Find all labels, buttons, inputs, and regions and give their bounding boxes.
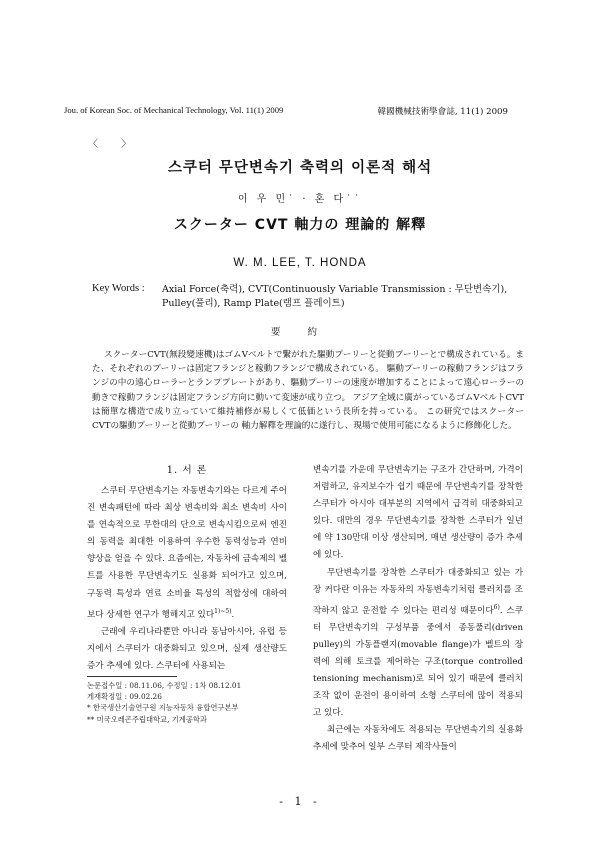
paper-title-korean: 스쿠터 무단변속기 축력의 이론적 해석 [167,160,433,176]
intro-paragraph-4b: . 스쿠터 무단변속기의 구성부품 중에서 종동풀리(driven pulley)의 가동플랜지(movable flange)가 벨트의 장력에 의해 토크를 제어하는 구조(torque controlled tensioning mechanism)로 되어 있기 때문에 클러치 조작 없이 운전이 용이하여 소형 스쿠터에 많이 적용되고 있다. [313,605,523,719]
intro-paragraph-5: 최근에는 자동차에도 적용되는 무단변속기의 실용화 추세에 맞추어 일부 스쿠터 제작사들이 [313,725,523,753]
citation-ref: 6) [493,603,500,611]
footnote-divider [87,676,177,677]
citation-ref: 1)~5) [214,607,232,615]
footnote-affiliation-1: * 한국생산기술연구원 지능자동차 융합연구본부 [87,703,239,713]
intro-paragraph-1-text: 스쿠터 무단변속기는 자동변속기와는 다르게 주어진 변속패턴에 따라 최상 변속비와 최소 변속비 사이를 연속적으로 무한대의 단으로 변속시킴으로써 엔진의 동력을 최대한 이용하여 우수한 동력성능과 연비 향상을 얻을 수 있다. 요즘에는, 자동차에 금속제의 벨트를 사용한 무단변속기도 실용화 되어가고 있으며, 구동력 특성과 연료 소비율 특성의 적합성에 대하여 보다 상세한 연구가 행해지고 있다 [87,486,287,620]
authors-english: W. M. LEE, T. HONDA [233,257,367,269]
page-number: - 1 - [279,795,321,808]
footnotes [87,680,287,725]
keywords-text: Axial Force(축력), CVT(Continuously Variable Transmission : 무단변속기), Pulley(풀리), Ramp Plate(램프 플레이트) [162,284,508,309]
authors-korean: 이 우 민˙ · 혼 다˙˙ [237,194,363,205]
section-title-introduction: 1. 서 론 [166,465,208,476]
left-column [87,483,287,675]
right-column [313,462,523,756]
journal-header-en: Jou. of Korean Soc. of Mechanical Technology, Vol. 11(1) 2009 [64,105,284,115]
category-bracket: 〈 〉 [88,139,142,150]
intro-paragraph-2: 근래에 우리나라뿐만 아니라 동남아시아, 유럽 등지에서 스쿠터가 대중화되고 있으며, 실제 생산량도 증가 추세에 있다. 스쿠터에 사용되는 [87,626,287,671]
footnote-received: 논문접수일 : 08.11.06, 수정일 : 1차 08.12.01 [87,681,242,690]
paper-title-japanese: スクーター CVT 軸力の 理論的 解釋 [173,217,427,233]
abstract-heading: 要 約 [270,327,330,338]
intro-paragraph-1: 스쿠터 무단변속기는 자동변속기와는 다르게 주어진 변속패턴에 따라 최상 변속비와 최소 변속비 사이를 연속적으로 무한대의 단으로 변속시킴으로써 엔진의 동력을 최대한 이용하여 우수한 동력성능과 연비 향상을 얻을 수 있다. 요즘에는, 자동차에 금속제의 벨트를 사용한 무단변속기도 실용화 되어가고 있으며, 구동력 특성과 연료 소비율 특성의 적합성에 대하여 보다 상세한 연구가 행해지고 있다$^{1)\sim 5)}$. [87,486,287,620]
footnote-accepted: 게재확정일 : 09.02.26 [87,692,162,702]
intro-paragraph-3: 변속기를 가운데 무단변속기는 구조가 간단하며, 가격이 저렴하고, 유지보수가 쉽기 때문에 무단변속기를 장착한 스쿠터가 아시아 대부분의 지역에서 급격히 대중화되고 있다. 대만의 경우 무단변속기를 장착한 스쿠터가 일년에 약 130만대 이상 생산되며, 매년 생산량이 증가 추세에 있다. [313,465,523,561]
intro-paragraph-4 [313,565,523,723]
journal-header-cjk: 韓國機械技術學會誌, 11(1) 2009 [377,107,508,117]
intro-paragraph-4a: 무단변속기를 장착한 스쿠터가 대중화되고 있는 가장 커다란 이유는 자동차의 자동변속기처럼 클러치를 조작하지 않고 운전할 수 있다는 편리성 때문이다 [313,567,523,616]
abstract-body: スクーターCVT(無段變速機)はゴムVベルトで繫がれた驅動プーリーと從動プーリーとで構成されている。また、それぞれのプーリーは固定フランジと稼動フランジで構成されている。 驅動プーリーの稼動フランジはフランジの中の遠心ローラーとランププレートがあり、驅動プーリーの速度が增加することによって遠心ローラーの動きで稼動フランジは固定フランジ方向に動いて変速が成り立つ。 アジア全域に廣がっているゴムVベルトCVTは簡單な構造で成り立っていて維持補修が易しくて低価という長所を持っている。 この研究ではスクーターCVTの驅動プーリーと從動プーリーの 軸力解釋を理論的に遂行し、現場で使用可能になるように修飾化した。 [92,350,524,432]
footnote-affiliation-2: ** 미국오레곤주립대학교, 기계공학과 [87,714,207,724]
keywords-label: Key Words : [92,283,145,294]
